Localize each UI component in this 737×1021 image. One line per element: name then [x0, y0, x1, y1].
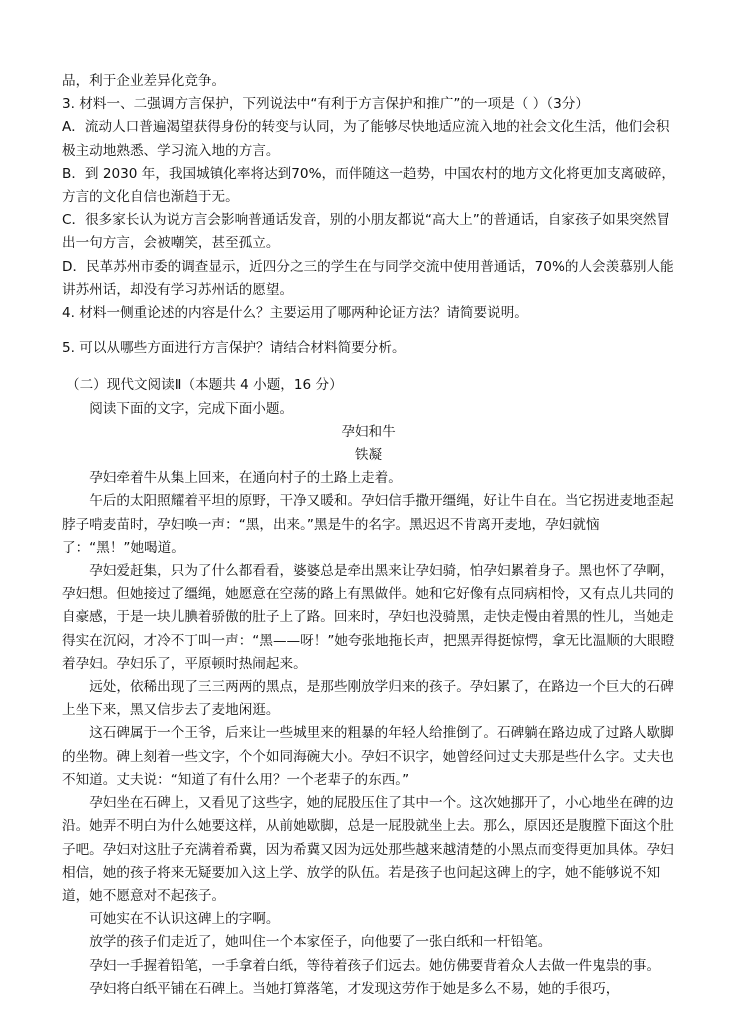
paragraph-10: 孕妇将白纸平铺在石碑上。当她打算落笔，才发现这劳作于她是多么不易，她的手很巧， — [89, 980, 620, 997]
paragraph-9: 孕妇一手握着铅笔，一手拿着白纸，等待着孩子们远去。她仿佛要背着众人去做一件鬼祟的事。 — [89, 957, 661, 974]
question-5: 5. 可以从哪些方面进行方言保护？请结合材料简要分析。 — [62, 340, 406, 357]
option-d: D．民革苏州市委的调查显示，近四分之三的学生在与同学交流中使用普通话，70%的人会羡慕别人能讲苏州话，却没有学习苏州话的愿望。 — [62, 258, 674, 298]
option-a: A．流动人口普遍渴望获得身份的转变与认同，为了能够尽快地适应流入地的社会文化生活，他们会积极主动地熟悉、学习流入地的方言。 — [62, 119, 670, 159]
question-3: 3. 材料一、二强调方言保护，下列说法中“有利于方言保护和推广”的一项是（ ）（3分） — [62, 96, 589, 113]
article-author: 铁凝 — [354, 447, 383, 464]
paragraph-7: 可她实在不认识这碑上的字啊。 — [89, 911, 280, 928]
paragraph-4: 远处，依稀出现了三三两两的黑点，是那些刚放学归来的孩子。孕妇累了，在路边一个巨大的石碑上坐下来，黑又信步去了麦地闲逛。 — [62, 679, 674, 719]
paragraph-8: 放学的孩子们走近了，她叫住一个本家侄子，向他要了一张白纸和一杆铅笔。 — [89, 934, 552, 951]
question-4: 4. 材料一侧重论述的内容是什么？主要运用了哪两种论证方法？请简要说明。 — [62, 305, 528, 322]
paragraph-6: 孕妇坐在石碑上，又看见了这些字，她的屁股压住了其中一个。这次她挪开了，小心地坐在碑的边沿。她弄不明白为什么她要这样，从前她歇脚，总是一屁股就坐上去。那么，原因还是腹膛下面这个肚子吧。孕妇对这肚子充满着希冀，因为希冀又因为远处那些越来越清楚的小黑点而变得更加具体。孕妇相信，她的孩子将来无疑要加入这上学、放学的队伍。若是孩子也问起这碑上的字，她不能够说不知道，她不愿意对不起孩子。 — [62, 795, 674, 904]
option-b: B．到 2030 年，我国城镇化率将达到70%，而伴随这一趋势，中国农村的地方文化将更加支离破碎，方言的文化自信也渐趋于无。 — [62, 165, 675, 206]
continued-line: 品，利于企业差异化竞争。 — [62, 73, 226, 89]
paragraph-3: 孕妇爱赶集，只为了什么都看看，婆婆总是牵出黑来让孕妇骑，怕孕妇累着身子。黑也怀了孕啊，孕妇想。但她接过了缰绳，她愿意在空荡的路上有黑做伴。她和它好像有点同病相怜，又有点儿共同的自豪感，于是一块儿腆着骄傲的肚子上了路。回来时，孕妇也没骑黑，走快走慢由着黑的性儿，当她走得实在沉闷，才冷不丁叫一声：“黑——呀！”她夸张地拖长声，把黑弄得挺惊愕，拿无比温顺的大眼瞪着孕妇。孕妇乐了，平原顿时热闹起来。 — [62, 563, 675, 672]
article-title: 孕妇和牛 — [341, 423, 396, 440]
paragraph-5: 这石碑属于一个王爷，后来让一些城里来的粗暴的年轻人给推倒了。石碑躺在路边成了过路人歇脚的坐物。碑上刻着一些文字，个个如同海碗大小。孕妇不识字，她曾经问过丈夫那是些什么字。丈夫也不知道。丈夫说：“知道了有什么用？一个老辈子的东西。” — [62, 725, 674, 788]
reading-instruction: 阅读下面的文字，完成下面小题。 — [89, 400, 294, 417]
section-heading: （二）现代文阅读Ⅱ（本题共 4 小题，16 分） — [66, 377, 343, 394]
paragraph-2: 午后的太阳照耀着平坦的原野，干净又暖和。孕妇信手撒开缰绳，好让牛自在。当它拐进麦地歪起脖子啃麦苗时，孕妇唤一声：“黑，出来。”黑是牛的名字。黑迟迟不肯离开麦地，孕妇就恼了：“黑！”她喝道。 — [62, 493, 674, 556]
paragraph-1: 孕妇牵着牛从集上回来，在通向村子的土路上走着。 — [89, 470, 402, 487]
option-c: C．很多家长认为说方言会影响普通话发音，别的小朋友都说“高大上”的普通话，自家孩子如果突然冒出一句方言，会被嘲笑，甚至孤立。 — [62, 212, 671, 252]
